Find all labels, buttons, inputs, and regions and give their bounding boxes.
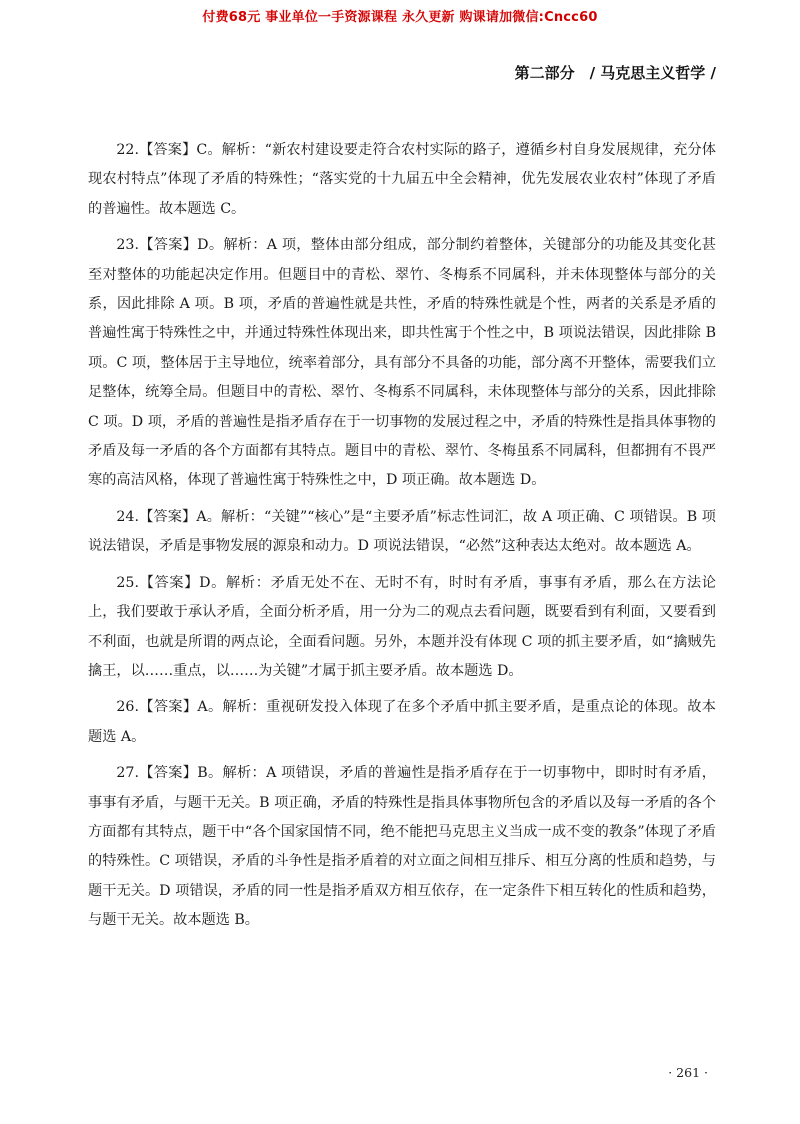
answer-25: 25.【答案】D。解析：矛盾无处不在、无时不有，时时有矛盾，事事有矛盾，那么在方法论上，我们要敢于承认矛盾，全面分析矛盾，用一分为二的观点去看问题，既要看到有利面，又要看到不利面，也就是所谓的两点论，全面看问题。另外，本题并没有体现 C 项的抓主要矛盾，如“擒贼先擒王，以……重点，以……为关键”才属于抓主要矛盾。故本题选 D。: [88, 574, 716, 679]
page-number: · 261 ·: [668, 1065, 708, 1080]
answer-23: 23.【答案】D。解析：A 项，整体由部分组成，部分制约着整体，关键部分的功能及其变化甚至对整体的功能起决定作用。但题目中的青松、翠竹、冬梅系不同属科，并未体现整体与部分的关系，因此排除 A 项。B 项，矛盾的普遍性就是共性，矛盾的特殊性就是个性，两者的关系是矛盾的普遍性寓于特殊性之中，并通过特殊性体现出来，即共性寓于个性之中，B 项说法错误，因此排除 B 项。C 项，整体居于主导地位，统率着部分，具有部分不具备的功能，部分离不开整体，需要我们立足整体，统筹全局。但题目中的青松、翠竹、冬梅系不同属科，未体现整体与部分的关系，因此排除 C 项。D 项，矛盾的普遍性是指矛盾存在于一切事物的发展过程之中，矛盾的特殊性是指具体事物的矛盾及每一矛盾的各个方面都有其特点。题目中的青松、翠竹、冬梅虽系不同属科，但都拥有不畏严寒的高洁风格，体现了普遍性寓于特殊性之中，D 项正确。故本题选 D。: [88, 237, 716, 489]
answer-22: 22.【答案】C。解析：“新农村建设要走符合农村实际的路子，遵循乡村自身发展规律，充分体现农村特点”体现了矛盾的特殊性；“落实党的十九届五中全会精神，优先发展农业农村”体现了矛盾的普遍性。故本题选 C。: [88, 142, 716, 217]
answer-24: 24.【答案】A。解析：“关键”“核心”是“主要矛盾”标志性词汇，故 A 项正确、C 项错误。B 项说法错误，矛盾是事物发展的源泉和动力。D 项说法错误，“必然”这种表达太绝对。故本题选 A。: [88, 508, 716, 555]
watermark-banner: 付费68元 事业单位一手资源课程 永久更新 购课请加微信:Cncc60: [202, 10, 598, 25]
answer-26: 26.【答案】A。解析：重视研发投入体现了在多个矛盾中抓主要矛盾，是重点论的体现。故本题选 A。: [88, 699, 716, 745]
answer-27: 27.【答案】B。解析：A 项错误，矛盾的普遍性是指矛盾存在于一切事物中，即时时有矛盾，事事有矛盾，与题干无关。B 项正确，矛盾的特殊性是指具体事物所包含的矛盾以及每一矛盾的各个方面都有其特点，题干中“各个国家国情不同，绝不能把马克思主义当成一成不变的教条”体现了矛盾的特殊性。C 项错误，矛盾的斗争性是指矛盾着的对立面之间相互排斥、相互分离的性质和趋势，与题干无关。D 项错误，矛盾的同一性是指矛盾双方相互依存，在一定条件下相互转化的性质和趋势，与题干无关。故本题选 B。: [88, 765, 716, 929]
running-head: 第二部分 / 马克思主义哲学 /: [514, 64, 716, 82]
answer-explanations: [88, 136, 716, 943]
